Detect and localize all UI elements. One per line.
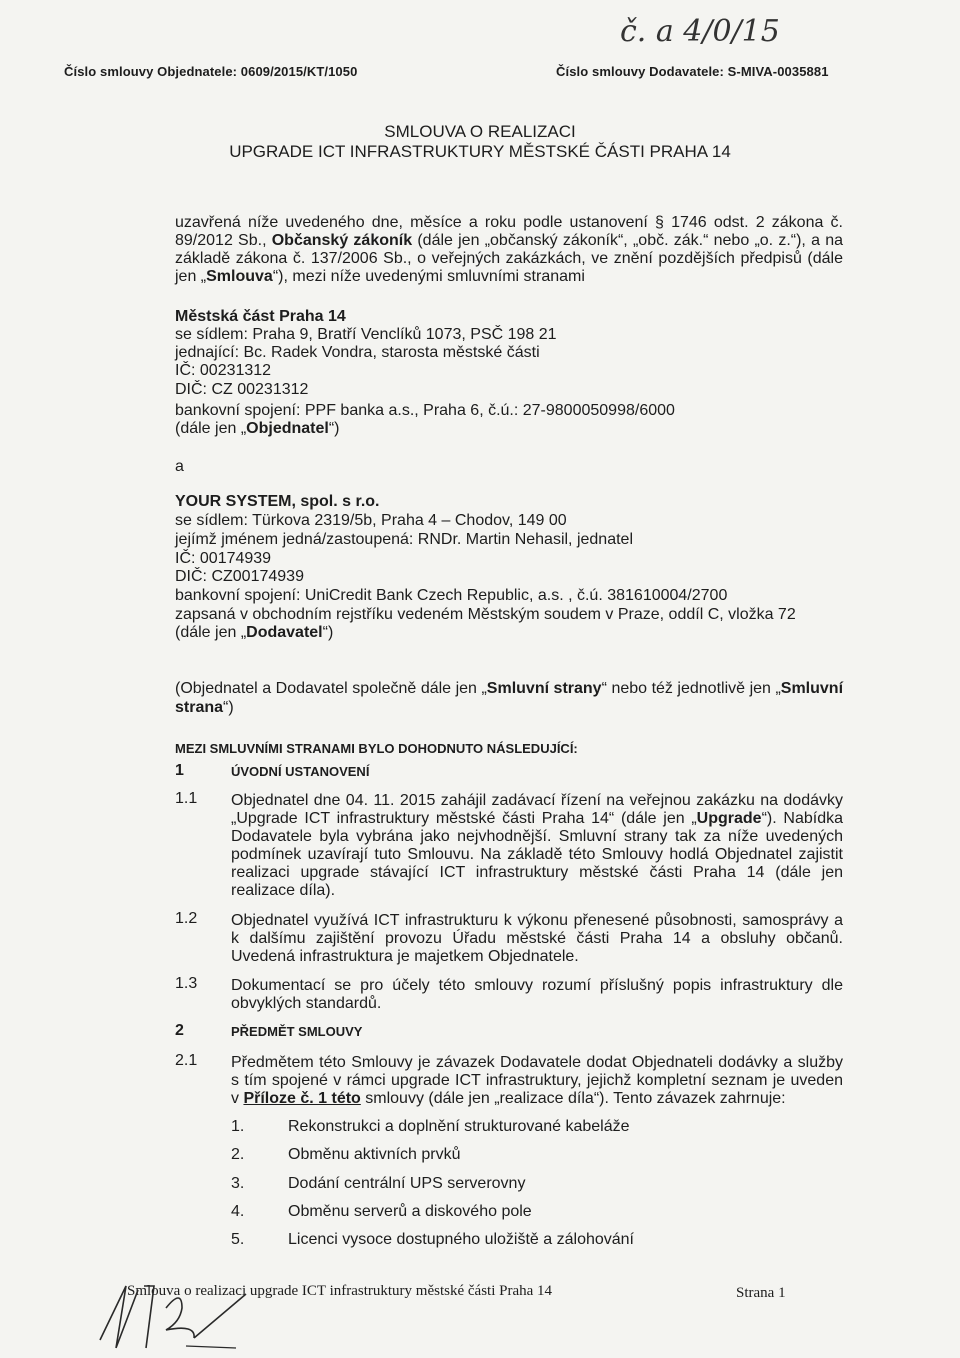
- list-item-text: Rekonstrukci a doplnění strukturované kabeláže: [288, 1118, 630, 1135]
- clause-2-1-number: 2.1: [175, 1052, 198, 1069]
- title-line-2: UPGRADE ICT INFRASTRUKTURY MĚSTSKÉ ČÁSTI PRAHA 14: [229, 142, 731, 161]
- party2-representative: jejímž jménem jedná/zastoupená: RNDr. Martin Nehasil, jednatel: [175, 531, 633, 548]
- customer-contract-number: Číslo smlouvy Objednatele: 0609/2015/KT/1050: [64, 64, 358, 79]
- party1-alias-pre: (dále jen „: [175, 420, 247, 437]
- list-item-text: Licenci vysoce dostupného uložiště a zálohování: [288, 1231, 634, 1248]
- party2-alias-pre: (dále jen „: [175, 624, 247, 641]
- intro-bold-2: Smlouva: [206, 268, 273, 285]
- joint-text-1: (Objednatel a Dodavatel společně dále jen „: [175, 680, 487, 697]
- party1-ic: IČ: 00231312: [175, 362, 272, 379]
- party1-bank: bankovní spojení: PPF banka a.s., Praha 6, č.ú.: 27-9800050998/6000: [175, 402, 675, 419]
- list-item-number: 4.: [231, 1203, 245, 1220]
- conjunction: a: [175, 458, 184, 475]
- agreed-heading: MEZI SMLUVNÍMI STRANAMI BYLO DOHODNUTO NÁSLEDUJÍCÍ:: [175, 741, 578, 756]
- section-1-number: 1: [175, 762, 184, 779]
- list-item-number: 1.: [231, 1118, 245, 1135]
- clause-2-1-text: [231, 1054, 843, 1108]
- party1-dic: DIČ: CZ 00231312: [175, 381, 309, 398]
- joint-text-3: “): [223, 699, 234, 716]
- clause-1-3-number: 1.3: [175, 975, 198, 992]
- party2-bank: bankovní spojení: UniCredit Bank Czech Republic, a.s. , č.ú. 381610004/2700: [175, 587, 728, 604]
- title-line-1: SMLOUVA O REALIZACI: [384, 122, 576, 141]
- joint-bold-1: Smluvní strany: [486, 680, 602, 697]
- party2-seat: se sídlem: Türkova 2319/5b, Praha 4 – Chodov, 149 00: [175, 512, 567, 529]
- clause-1-2-text: Objednatel využívá ICT infrastrukturu k výkonu přenesené působnosti, samosprávy a k dalšímu zajištění provozu Úřadu městské části Praha 14 a obsluhy občanů. Uvedená infrastruktura je majetkem Objednatele.: [231, 912, 843, 965]
- handwritten-note: č. a 4/0/15: [620, 14, 780, 49]
- intro-bold-1: Občanský zákoník: [271, 232, 413, 249]
- joint-bold-2: Smluvní strana: [175, 680, 844, 716]
- clause-1-1-number: 1.1: [175, 790, 198, 807]
- list-item-number: 2.: [231, 1146, 245, 1163]
- list-item-number: 3.: [231, 1175, 245, 1192]
- supplier-contract-number: Číslo smlouvy Dodavatele: S-MIVA-0035881: [556, 64, 829, 79]
- list-item-text: Obměnu aktivních prvků: [288, 1146, 461, 1163]
- section-2-number: 2: [175, 1022, 184, 1039]
- party1-name: Městská část Praha 14: [175, 308, 346, 325]
- clause-1-1-part-a: Objednatel dne 04. 11. 2015 zahájil zadávací řízení na veřejnou zakázku na dodávky „Upgrade ICT infrastruktury městské části Praha 14“ (dále jen „: [231, 792, 843, 827]
- party1-seat: se sídlem: Praha 9, Bratří Venclíků 1073, PSČ 198 21: [175, 326, 557, 343]
- footer-title: Smlouva o realizaci upgrade ICT infrastruktury městské části Praha 14: [127, 1283, 553, 1299]
- party2-ic: IČ: 00174939: [175, 550, 272, 567]
- list-item-text: Dodání centrální UPS serverovny: [288, 1175, 526, 1192]
- party2-dic: DIČ: CZ00174939: [175, 568, 304, 585]
- party2-name: YOUR SYSTEM, spol. s r.o.: [175, 493, 380, 510]
- party1-representative: jednající: Bc. Radek Vondra, starosta městské části: [175, 344, 540, 361]
- party2-alias-post: “): [322, 624, 334, 641]
- clause-1-3-text: Dokumentací se pro účely této smlouvy rozumí příslušný popis infrastruktury dle obvyklých standardů.: [231, 977, 843, 1012]
- list-item-number: 5.: [231, 1231, 245, 1248]
- clause-1-2-number: 1.2: [175, 910, 198, 927]
- signature-initials: [86, 1278, 276, 1356]
- section-1-title: ÚVODNÍ USTANOVENÍ: [231, 764, 370, 779]
- intro-text-1: uzavřená níže uvedeného dne, měsíce a roku podle ustanovení § 1746 odst. 2 zákona č. 89/2012 Sb.,: [175, 214, 843, 249]
- page-number: Strana 1: [736, 1285, 786, 1301]
- clause-1-1-part-c: “). Nabídka Dodavatele byla vybrána jako nejvhodnější. Smluvní strany tak za níže uvedených podmínek uzavírají tuto Smlouvu. Na základě této Smlouvy hodlá Objednatel zajistit realizaci upgrade stávající ICT infrastruktury městské části Praha 14 (dále jen realizace díla).: [231, 810, 843, 899]
- party1-alias: [175, 420, 340, 438]
- intro-text-2: (dále jen „občanský zákoník“, „obč. zák.“ nebo „o. z.“), a na základě zákona č. 137/2006 Sb., o veřejných zakázkách, ve znění pozdějších předpisů (dále jen „: [175, 232, 843, 285]
- joint-definition: [175, 679, 843, 717]
- party2-alias-bold: Dodavatel: [246, 624, 323, 641]
- list-item-text: Obměnu serverů a diskového pole: [288, 1203, 532, 1220]
- intro-text-3: “), mezi níže uvedenými smluvními stranami: [272, 268, 585, 285]
- clause-1-1-text: [231, 792, 843, 900]
- clause-1-1-bold: Upgrade: [696, 810, 762, 827]
- clause-2-1-appendix-ref: Příloze č. 1 této: [243, 1090, 361, 1107]
- intro-paragraph: [175, 214, 843, 286]
- section-2-title: PŘEDMĚT SMLOUVY: [231, 1024, 363, 1039]
- clause-2-1-part-a: Předmětem této Smlouvy je závazek Dodavatele dodat Objednateli dodávky a služby s tím spojené v rámci upgrade ICT infrastruktury, jejichž kompletní seznam je uveden v: [231, 1054, 843, 1107]
- party2-register: zapsaná v obchodním rejstříku vedeném Městským soudem v Praze, oddíl C, vložka 72: [175, 606, 796, 623]
- joint-text-2: “ nebo též jednotlivě jen „: [601, 680, 781, 697]
- party1-alias-bold: Objednatel: [246, 420, 329, 437]
- clause-2-1-part-c: smlouvy (dále jen „realizace díla“). Tento závazek zahrnuje:: [360, 1090, 786, 1107]
- party2-alias: [175, 624, 333, 642]
- party1-alias-post: “): [328, 420, 340, 437]
